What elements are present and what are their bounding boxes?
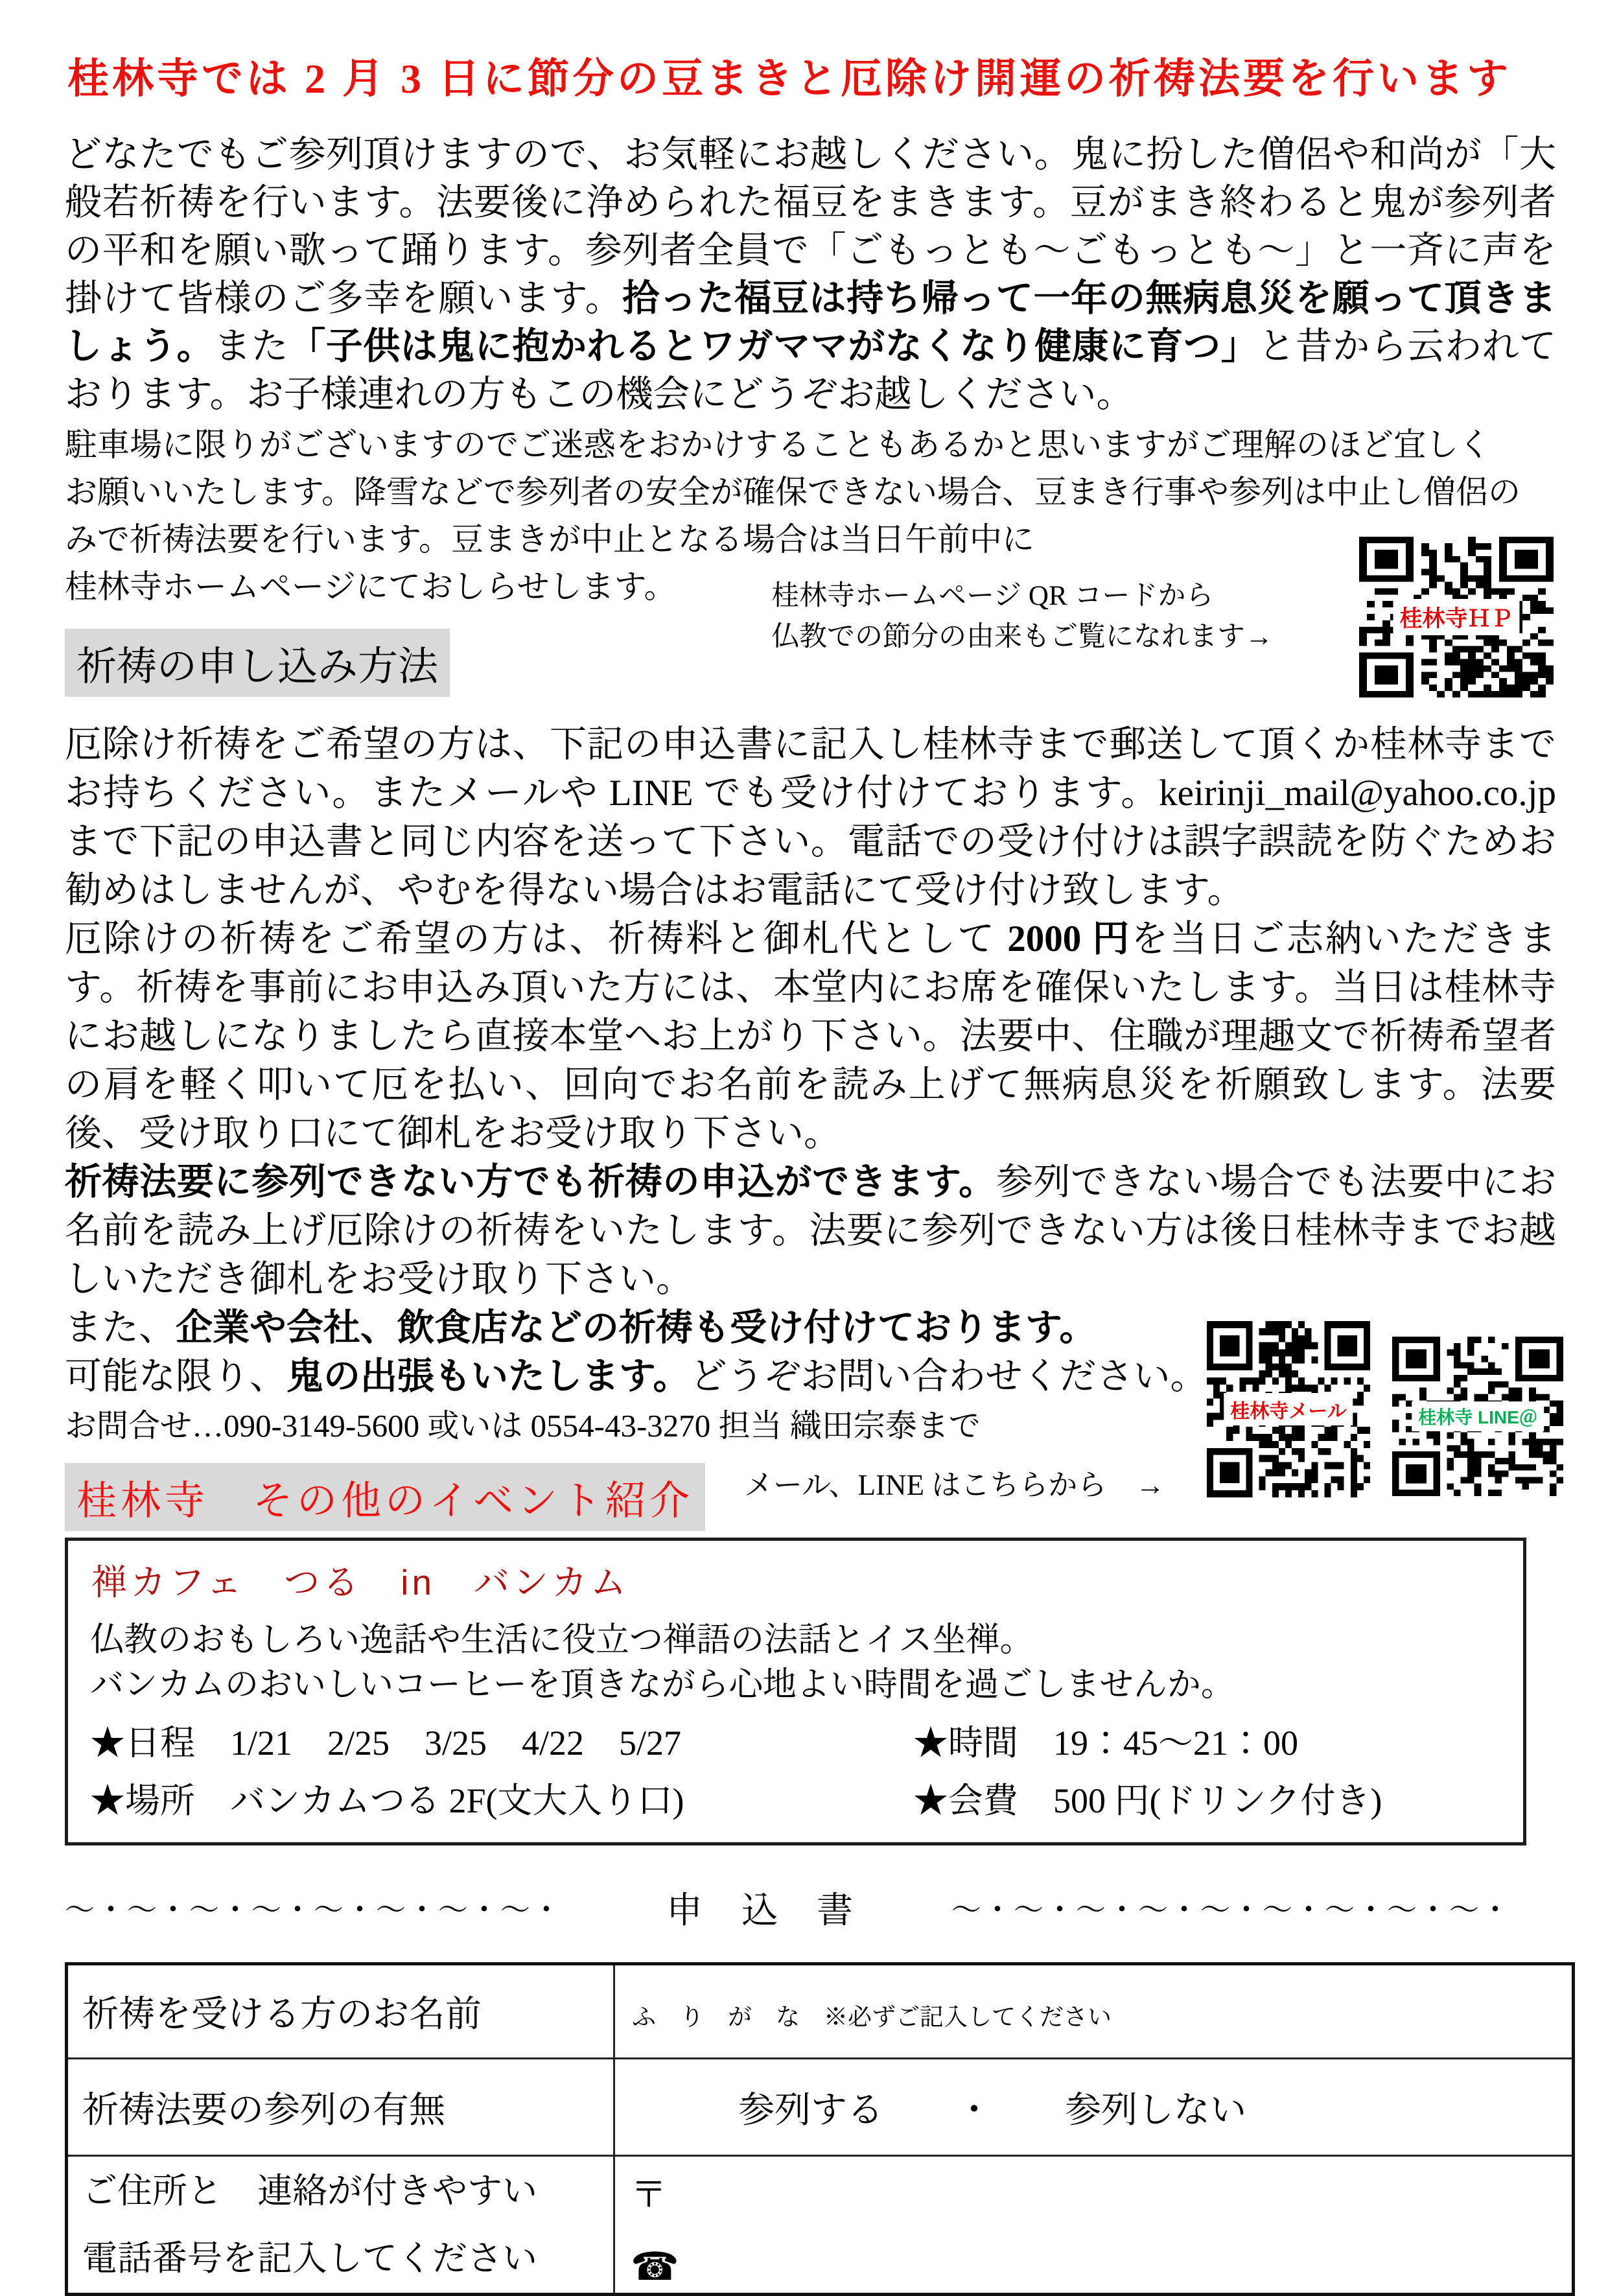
- event-box-title: 禅カフェ つる in バンカム: [91, 1562, 630, 1602]
- mail-qr-label: 桂林寺メール: [1224, 1393, 1353, 1425]
- furigana-hint-cell: ふ り が な ※必ずご記入してください: [614, 1964, 1574, 2059]
- attendance-label-cell: 祈祷法要の参列の有無: [67, 2059, 614, 2156]
- address-input-cell: [614, 2156, 1574, 2295]
- event-description: 仏教のおもしろい逸話や生活に役立つ禅語の法話とイス坐禅。 バンカムのおいしいコーヒーを頂きながら心地よい時間を過ごしませんか。: [90, 1622, 1235, 1704]
- hp-qr-caption: 桂林寺ホームページ QR コードから 仏教での節分の由来もご覧になれます→: [771, 581, 1273, 652]
- event-time: ★時間 19：45～21：00: [913, 1724, 1298, 1763]
- name-label-cell: 祈祷を受ける方のお名前: [67, 1964, 614, 2059]
- apply-paragraph-absent: 祈祷法要に参列できない方でも祈祷の申込ができます。参列できない場合でも法要中にお名前を読み上げ厄除けの祈祷をいたします。法要に参列できない方は後日桂林寺までお越しいただき御札をお受け取り下さい。: [65, 1162, 1556, 1300]
- application-form-title: 申 込 書: [666, 1891, 854, 1931]
- form-row-name: [67, 1964, 1574, 2059]
- apply-paragraph-company: また、企業や会社、飲食店などの祈祷も受け付けております。: [65, 1307, 1097, 1348]
- event-schedule: ★日程 1/21 2/25 3/25 4/22 5/27: [90, 1724, 682, 1763]
- event-schedule-row: [90, 1715, 1501, 1765]
- apply-section-heading: 祈祷の申し込み方法: [65, 629, 450, 697]
- mail-qr-code: [1207, 1321, 1370, 1497]
- homepage-qr-code: [1359, 537, 1554, 697]
- divider-ornament-right: ～・～・～・～・～・～・～・～・～・: [951, 1893, 1511, 1927]
- divider-ornament-left: ～・～・～・～・～・～・～・～・: [65, 1893, 563, 1927]
- apply-section-body: [65, 720, 1556, 1401]
- apply-paragraph-mail: 厄除け祈祷をご希望の方は、下記の申込書に記入し桂林寺まで郵送して頂くか桂林寺までお持ちください。またメールや LINE でも受け付けております。keirinji_mail@yahoo.co.jp まで下記の申込書と同じ内容を送って下さい。電話での受け付けは誤字誤読を防ぐためお勧めはしませんが、やむを得ない場合はお電話にて受け付け致します。: [65, 724, 1556, 911]
- event-place-row: [90, 1773, 1501, 1823]
- line-qr-label: 桂林寺 LINE＠: [1412, 1401, 1544, 1431]
- parking-note: 駐車場に限りがございますのでご迷惑をおかけすることもあるかと思いますがご理解のほど宜しく お願いいたします。降雪などで参列者の安全が確保できない場合、豆まき行事や参列は中止し僧侶の みで祈祷法要を行います。豆まきが中止となる場合は当日午前中に 桂林寺ホームページにておしらせします。: [65, 427, 1521, 605]
- application-form-table: [65, 1962, 1575, 2296]
- address-label-cell: ご住所と 連絡が付きやすい 電話番号を記入してください: [67, 2156, 614, 2295]
- contact-phone-line: お問合せ…090-3149-5600 或いは 0554-43-3270 担当 織田宗泰まで: [65, 1408, 981, 1444]
- zen-cafe-event-box: [65, 1538, 1526, 1845]
- apply-paragraph-oni: 可能な限り、鬼の出張もいたします。どうぞお問い合わせください。: [65, 1356, 1207, 1397]
- apply-paragraph-fee: 厄除けの祈祷をご希望の方は、祈祷料と御札代として 2000 円を当日ご志納いただきます。祈祷を事前にお申込み頂いた方には、本堂内にお席を確保いたします。当日は桂林寺にお越しになりましたら直接本堂へお上がり下さい。法要中、住職が理趣文で祈祷希望者の肩を軽く叩いて厄を払い、回向でお名前を読み上げて無病息災を祈願致します。法要後、受け取り口にて御札をお受け取り下さい。: [65, 919, 1557, 1154]
- page-title: 桂林寺では 2 月 3 日に節分の豆まきと厄除け開運の祈祷法要を行います: [67, 56, 1511, 102]
- event-place: ★場所 バンカムつる 2F(文大入り口): [90, 1781, 684, 1820]
- telephone-icon: ☎: [631, 2245, 679, 2288]
- mail-line-qr-caption: メール、LINE はこちらから →: [744, 1469, 1165, 1501]
- intro-paragraph: どなたでもご参列頂けますので、お気軽にお越しください。鬼に扮した僧侶や和尚が「大般若祈祷を行います。法要後に浄められた福豆をまきます。豆がまき終わると鬼が参列者の平和を願い歌って踊ります。参列者全員で「ごもっとも～ごもっとも～」と一斉に声を掛けて皆様のご多幸を願います。拾った福豆は持ち帰って一年の無病息災を願って頂きましょう。また「子供は鬼に抱かれるとワガママがなくなり健康に育つ」と昔から云われております。お子様連れの方もこの機会にどうぞお越しください。: [65, 134, 1557, 415]
- form-row-address: [67, 2156, 1574, 2295]
- events-section-heading: 桂林寺 その他のイベント紹介: [65, 1463, 705, 1531]
- attendance-options-cell: 参列する ・ 参列しない: [614, 2059, 1574, 2156]
- event-fee: ★会費 500 円(ドリンク付き): [913, 1781, 1382, 1820]
- form-row-attendance: [67, 2059, 1574, 2156]
- line-qr-code: [1392, 1337, 1563, 1496]
- postal-mark: 〒: [631, 2175, 667, 2216]
- homepage-qr-label: 桂林寺ＨＰ: [1393, 599, 1519, 635]
- application-form-divider: [65, 1882, 1556, 1934]
